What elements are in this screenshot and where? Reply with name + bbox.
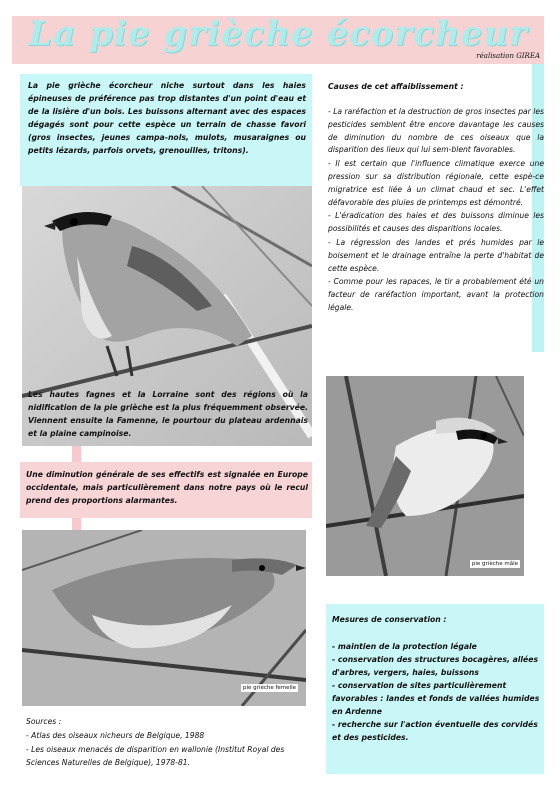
sources-item: - Atlas des oiseaux nicheurs de Belgique, 1988 <box>26 731 205 740</box>
regions-text: Les hautes fagnes et la Lorraine sont des régions où la nidification de la pie grièche est la plus fréquemment observée. Viennent ensuite la Famenne, le pourtour du plateau ardennais et la plaine campinoise. <box>28 390 308 438</box>
shrike-illustration-2 <box>326 376 524 576</box>
photo-shrike-male <box>326 376 524 576</box>
measure-item: - conservation des structures bocagères, allées d'arbres, vergers, haies, buissons <box>332 655 539 677</box>
measure-item: - recherche sur l'action éventuelle des corvidés et des pesticides. <box>332 720 538 742</box>
credit: réalisation GIREA <box>476 52 540 60</box>
shrike-illustration-3 <box>22 530 306 706</box>
page-title: La pie grièche écorcheur <box>28 14 528 54</box>
measures-list <box>332 640 540 744</box>
cause-item: - Il est certain que l'influence climatique exerce une pression sur sa distribution régionale, cette espè-ce migratrice est liée à un climat chaud et sec. L'effet défavorable des pluies de printemps est démontré. <box>328 159 544 207</box>
causes-list <box>328 106 544 316</box>
measure-item: - maintien de la protection légale <box>332 642 477 651</box>
causes-heading: Causes de cet affaiblissement : <box>328 82 464 91</box>
cause-item: - La raréfaction et la destruction de gros insectes par les pesticides semblent être encore davantage les causes de diminution du nombre de ces oiseaux que la disparition des lieux qui lui sem-blent favorables. <box>328 107 544 155</box>
measures-heading: Mesures de conservation : <box>332 615 447 624</box>
decline-text: Une diminution générale de ses effectifs est signalée en Europe occidentale, mais particulièrement dans notre pays où le recul prend des proportions alarmantes. <box>26 470 308 505</box>
sources-item: - Les oiseaux menacés de disparition en wallonie (Institut Royal des Sciences Naturelles de Belgique), 1978-81. <box>26 745 285 767</box>
sources-heading: Sources : <box>26 717 62 726</box>
intro-text: La pie grièche écorcheur niche surtout dans les haies épineuses de préférence pas trop distantes d'un point d'eau et de la lisière d'un bois. Les buissons alternant avec des espaces dégagés sont pour cette espèce un terrain de chasse favori (gros insectes, jeunes campa-nols, mulots, musaraignes ou petits lézards, parfois orvets, grenouilles, tritons). <box>28 81 306 155</box>
caption-female: pie grièche femelle <box>243 685 296 691</box>
cause-item: - L'éradication des haies et des buissons diminue les possibilités et causes des disparitions locales. <box>328 211 544 234</box>
caption-male: pie grièche mâle <box>471 561 518 567</box>
cause-item: - La régression des landes et prés humides par le boisement et le drainage entraîne la perte d'habitat de cette espèce. <box>328 237 544 273</box>
measure-item: - conservation de sites particulièrement favorables : landes et fonds de vallées humides en Ardenne <box>332 681 540 716</box>
photo-shrike-female <box>22 530 306 706</box>
cause-item: - Comme pour les rapaces, le tir a probablement été un facteur de raréfaction important, avant la protection légale. <box>328 277 544 312</box>
